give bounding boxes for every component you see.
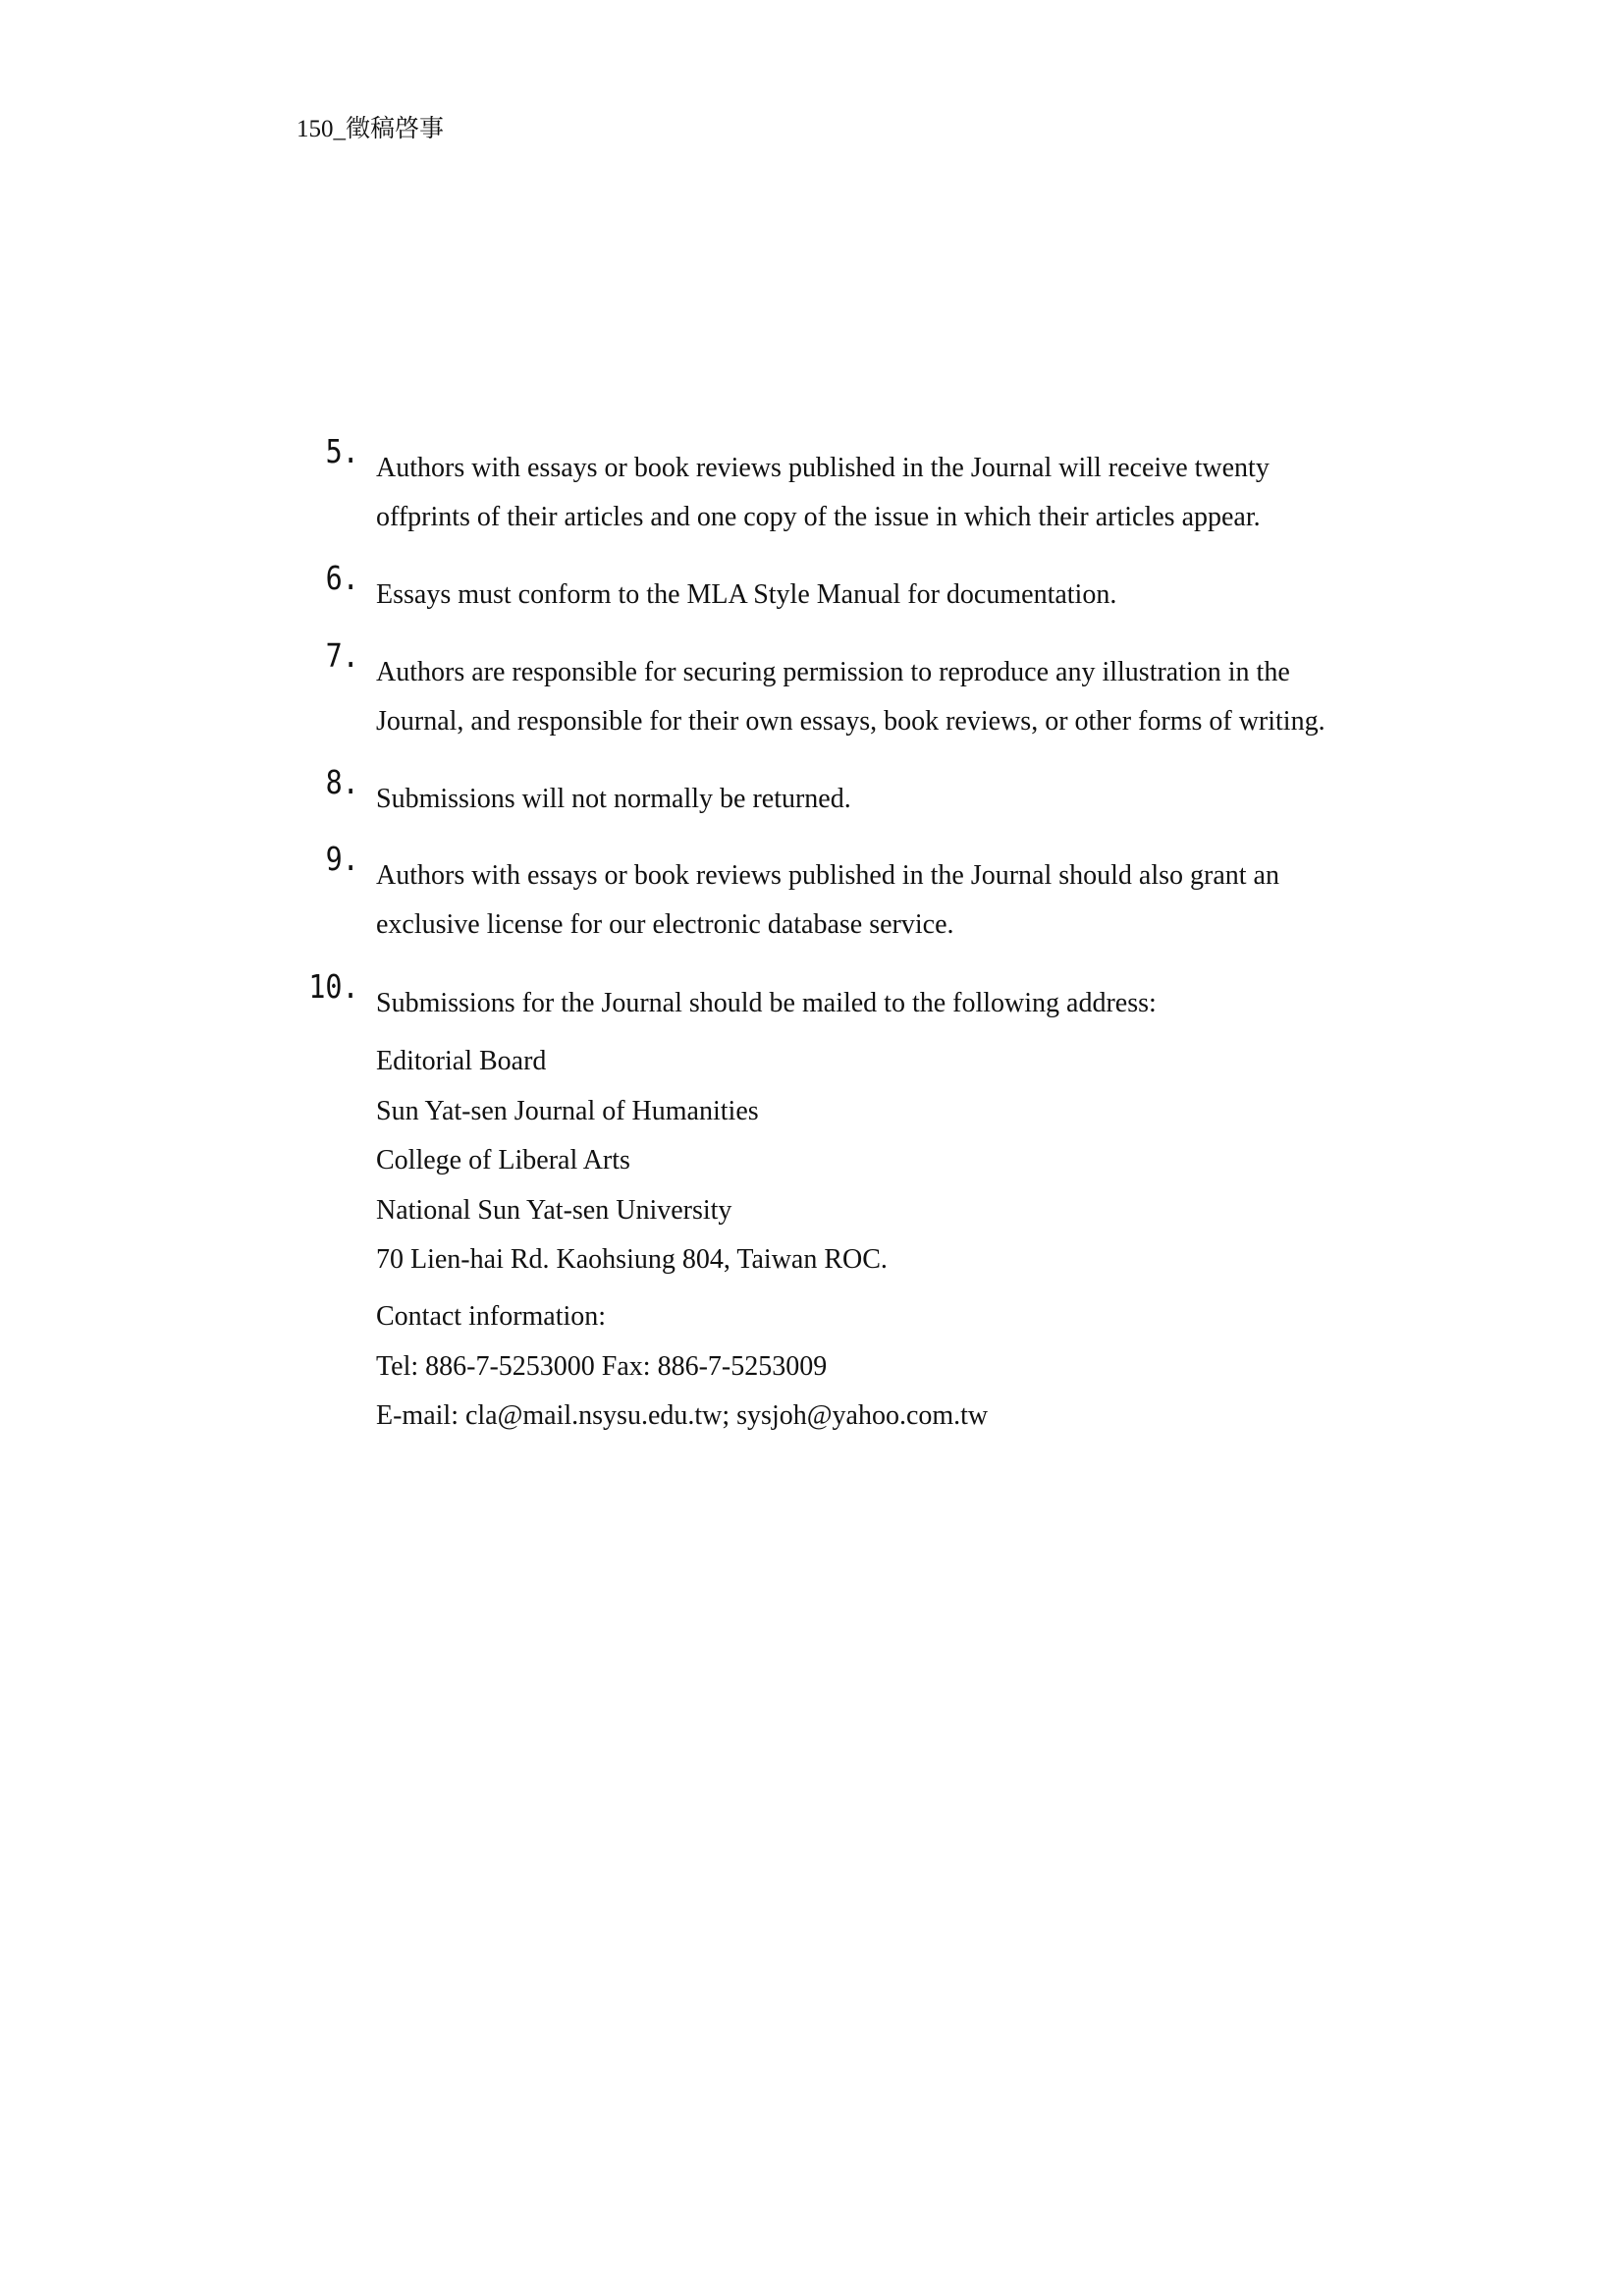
contact-phone-fax: Tel: 886-7-5253000 Fax: 886-7-5253009 [376,1350,828,1382]
item-number: 6. [325,559,359,597]
item-text [376,444,1338,542]
address-line: Editorial Board [376,1046,547,1076]
item-line: Authors with essays or book reviews published in the Journal will receive twenty [376,453,1270,483]
item-number: 5. [325,432,359,470]
item-number: 7. [325,636,359,675]
item-line: Submissions for the Journal should be mailed to the following address: [376,988,1157,1018]
item-text [376,979,1338,1028]
item-line: Essays must conform to the MLA Style Manual for documentation. [376,579,1117,610]
address-line: 70 Lien-hai Rd. Kaohsiung 804, Taiwan ROC. [376,1244,888,1275]
item-text [376,775,1338,824]
item-number: 9. [325,840,359,878]
item-line: exclusive license for our electronic database service. [376,909,954,940]
mailing-address [376,1037,888,1285]
item-line: Submissions will not normally be returned. [376,784,851,814]
item-line: Journal, and responsible for their own essays, book reviews, or other forms of writing. [376,706,1325,737]
item-line: offprints of their articles and one copy of the issue in which their articles appear. [376,502,1261,532]
item-text [376,851,1338,950]
contact-information [376,1292,988,1442]
address-line: College of Liberal Arts [376,1145,630,1175]
item-text [376,648,1338,746]
item-number: 8. [325,763,359,801]
item-number: 10. [308,967,359,1006]
item-line: Authors are responsible for securing permission to reproduce any illustration in the [376,657,1290,687]
address-line: Sun Yat-sen Journal of Humanities [376,1095,759,1126]
address-line: National Sun Yat-sen University [376,1194,732,1226]
item-line: Authors with essays or book reviews published in the Journal should also grant an [376,860,1279,891]
contact-heading: Contact information: [376,1301,607,1332]
contact-email: E-mail: cla@mail.nsysu.edu.tw; sysjoh@yahoo.com.tw [376,1400,989,1431]
running-head: 150_徵稿啓事 [297,116,445,142]
item-text [376,571,1338,620]
